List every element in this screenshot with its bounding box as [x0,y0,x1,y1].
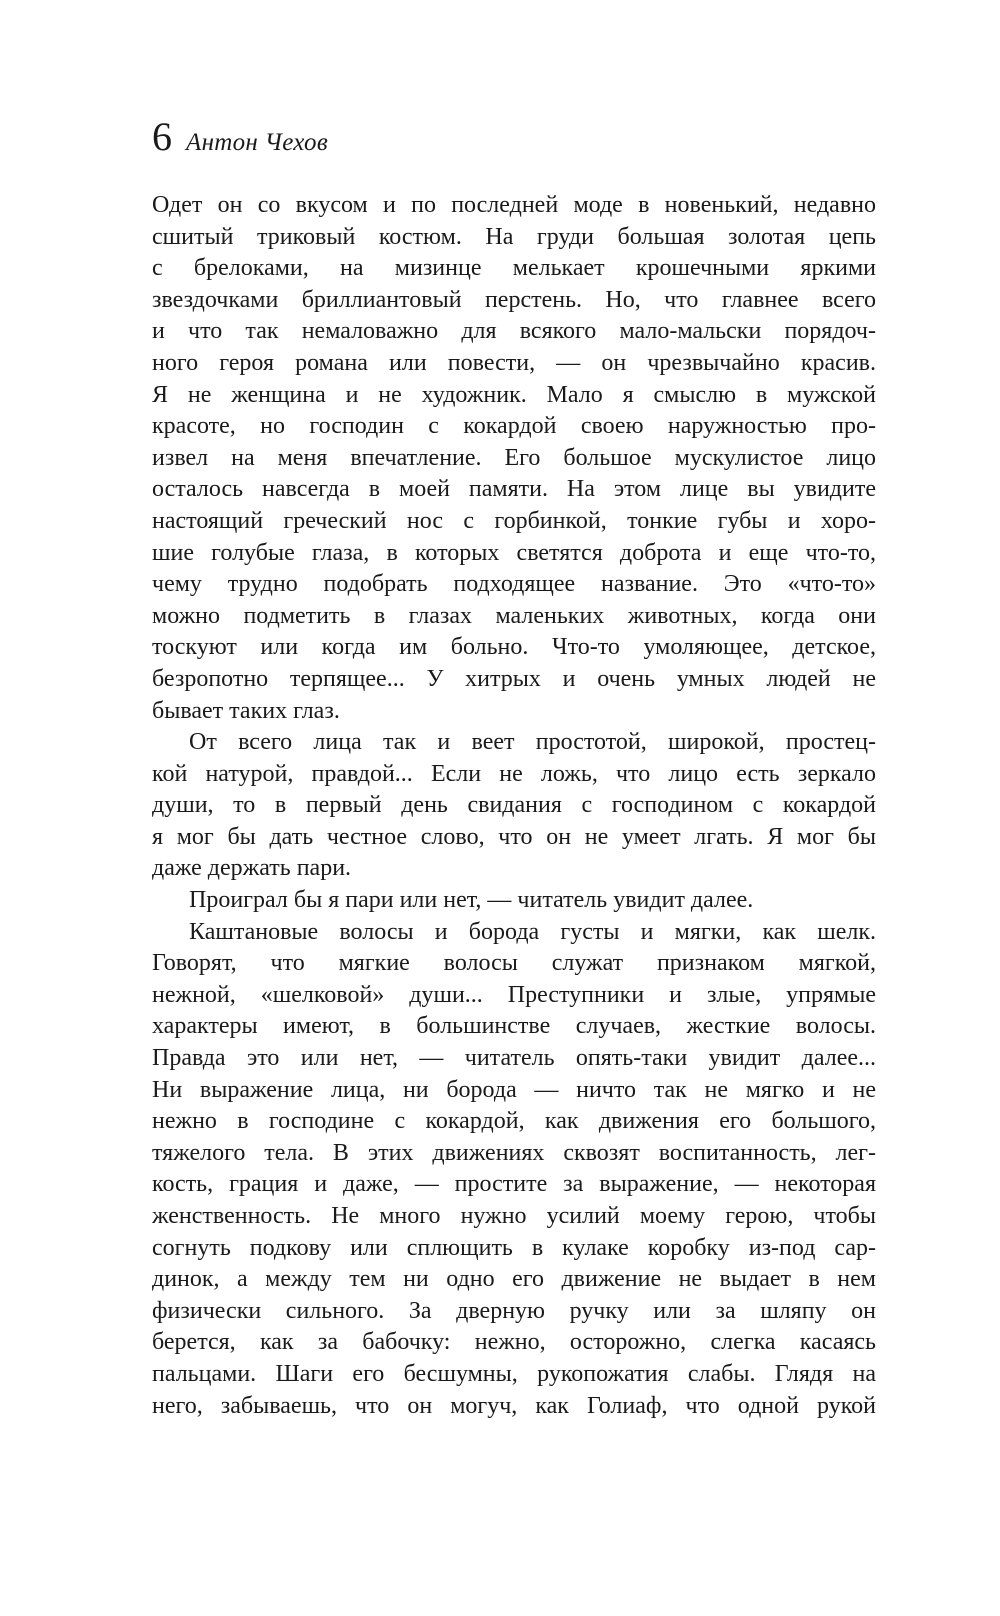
paragraph [152,885,876,917]
text-line: и что так немаловажно для всякого мало-мальски порядоч- [152,318,876,345]
text-line: характеры имеют, в большинстве случаев, жесткие волосы. [152,1013,876,1040]
text-line: кость, грация и даже, — простите за выражение, — некоторая [152,1171,876,1198]
text-line: Одет он со вкусом и по последней моде в новенький, недавно [152,192,876,218]
text-line: берется, как за бабочку: нежно, осторожно, слегка касаясь [152,1329,876,1356]
text-line: даже держать пари. [152,855,352,882]
running-header [152,112,328,162]
text-line: Правда это или нет, — читатель опять-таки увидит далее... [152,1045,876,1072]
paragraph [152,190,876,727]
body-text [152,190,876,1422]
text-line: бывает таких глаз. [152,697,340,724]
text-line: Ни выражение лица, ни борода — ничто так не мягко и не [152,1076,876,1103]
text-line: звездочками бриллиантовый перстень. Но, что главнее всего [152,286,876,313]
text-line: можно подметить в глазах маленьких животных, когда они [152,602,876,629]
text-line: него, забываешь, что он могуч, как Голиаф, что одной рукой [152,1392,876,1419]
text-line: тяжелого тела. В этих движениях сквозят воспитанность, лег- [152,1139,876,1166]
text-line: Я не женщина и не художник. Мало я смыслю в мужской [152,381,876,408]
text-line: Каштановые волосы и борода густы и мягки, как шелк. [189,918,876,945]
text-line: кой натурой, правдой... Если не ложь, что лицо есть зеркало [152,760,876,787]
text-line: чему трудно подобрать подходящее название. Это «что-то» [152,571,876,598]
text-line: осталось навсегда в моей памяти. На этом лице вы увидите [152,476,876,503]
text-line: Говорят, что мягкие волосы служат признаком мягкой, [152,950,876,977]
text-line: нежной, «шелковой» души... Преступники и злые, упрямые [152,981,876,1008]
text-line: согнуть подкову или сплющить в кулаке коробку из-под сар- [152,1234,876,1261]
text-line: шие голубые глаза, в которых светятся доброта и еще что-то, [152,539,876,566]
text-line: пальцами. Шаги его бесшумны, рукопожатия слабы. Глядя на [152,1360,876,1387]
text-line: Проиграл бы я пари или нет, — читатель увидит далее. [189,887,754,914]
text-line: От всего лица так и веет простотой, широкой, простец- [189,729,876,756]
text-line: физически сильного. За дверную ручку или за шляпу он [152,1297,876,1324]
running-title: Антон Чехов [186,129,328,156]
text-line: души, то в первый день свидания с господином с кокардой [152,792,876,819]
text-line: я мог бы дать честное слово, что он не умеет лгать. Я мог бы [152,823,876,850]
paragraph [152,727,876,885]
text-line: сшитый триковый костюм. На груди большая золотая цепь [152,223,876,250]
text-line: настоящий греческий нос с горбинкой, тонкие губы и хоро- [152,507,876,534]
text-line: женственность. Не много нужно усилий моему герою, чтобы [152,1203,876,1229]
text-line: тоскуют или когда им больно. Что-то умоляющее, детское, [152,634,876,661]
text-line: ного героя романа или повести, — он чрезвычайно красив. [152,349,876,376]
page-number: 6 [152,114,172,159]
text-line: извел на меня впечатление. Его большое мускулистое лицо [152,444,876,471]
text-line: безропотно терпящее... У хитрых и очень умных людей не [152,665,876,692]
text-line: нежно в господине с кокардой, как движения его большого, [152,1108,876,1135]
text-line: динок, а между тем ни одно его движение не выдает в нем [152,1266,876,1293]
text-line: красоте, но господин с кокардой своею наружностью про- [152,413,876,440]
text-line: с брелоками, на мизинце мелькает крошечными яркими [152,255,876,282]
paragraph [152,917,876,1423]
